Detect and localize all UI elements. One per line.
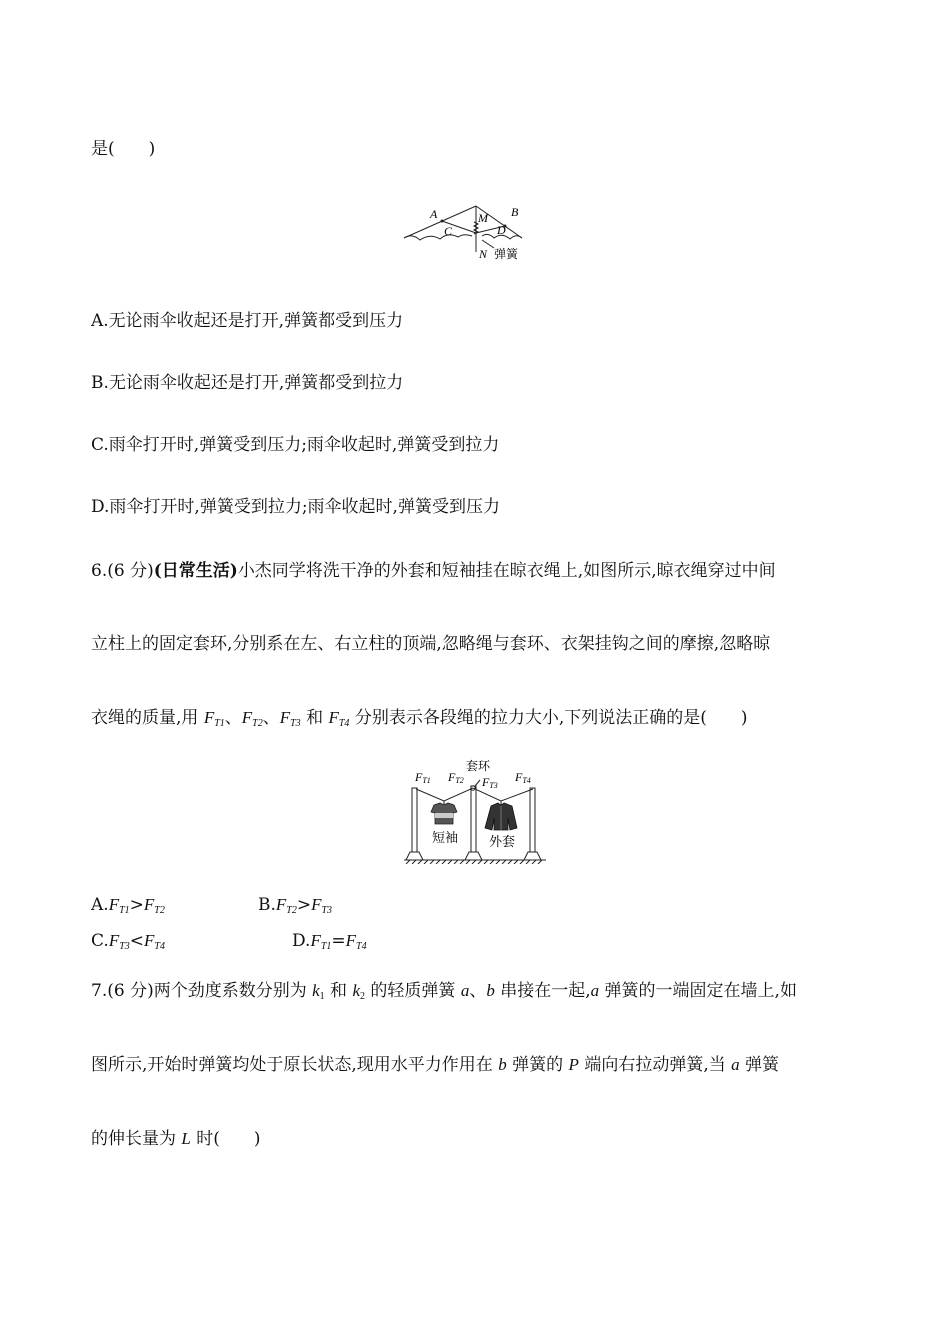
q6-text-3c: 、 [262,708,280,728]
q6-text-3a: 衣绳的质量,用 [91,708,204,728]
sub-T2: T2 [252,718,263,729]
label-D: D [497,223,506,237]
label-B: B [511,205,519,219]
q7-line-2: 图所示,开始时弹簧均处于原长状态,现用水平力作用在 b 弹簧的 P 端向右拉动弹簧,当 a 弹簧 [91,1055,780,1075]
q6-text-3b: 、 [224,708,242,728]
q6-text-1: 小杰同学将洗干净的外套和短袖挂在晾衣绳上,如图所示,晾衣绳穿过中间 [237,561,776,581]
label-N: N [479,247,488,261]
q6-option-b: $B.F_{T2}>F_{T3}$ [258,895,333,916]
label-M: M [478,211,488,225]
umbrella-figure [402,200,526,266]
jacket-label: 外套 [489,835,516,850]
q6-option-c: $C.F_{T3}<F_{T4}$ [91,931,165,952]
fig2-F-T2: FT2 [448,770,464,785]
q6-line-2: 立柱上的固定套环,分别系在左、右立柱的顶端,忽略绳与套环、衣架挂钩之间的摩擦,忽略晾 [91,634,771,654]
q5-option-d: D.雨伞打开时,弹簧受到拉力;雨伞收起时,弹簧受到压力 [91,497,500,517]
q5-option-b: B.无论雨伞收起还是打开,弹簧都受到拉力 [91,373,404,393]
q6-text-3d: 和 [300,708,329,728]
fig2-F-T3: FT3 [482,775,498,790]
clothesline-figure [402,758,548,864]
sub-T3: T3 [290,718,301,729]
var-F: F [203,708,215,727]
q6-text-3e: 分别表示各段绳的拉力大小,下列说法正确的是( ) [349,708,748,728]
var-F: F [328,708,339,727]
ring-label: 套环 [466,759,491,773]
q5-question-tail: 是( ) [91,139,156,159]
q6-line-1 [91,560,776,582]
q6-option-d: $D.F_{T1}=F_{T4}$ [292,931,367,952]
label-spring: 弹簧 [494,247,519,261]
q5-option-c: C.雨伞打开时,弹簧受到压力;雨伞收起时,弹簧受到拉力 [91,435,500,455]
q6-tag: (日常生活) [153,561,238,581]
q6-line-3 [91,707,748,735]
fig2-F-T1: FT1 [415,770,431,785]
sub-T4: T4 [338,718,350,729]
q7-line-3: 的伸长量为 L 时( ) [91,1129,261,1149]
var-F: F [241,708,253,727]
q5-option-a: A.无论雨伞收起还是打开,弹簧都受到压力 [91,311,404,331]
q6-number: 6.(6 分) [91,561,154,581]
short-sleeve-label: 短袖 [432,831,459,846]
label-A: A [430,207,438,221]
fig2-F-T4: FT4 [515,770,531,785]
var-F: F [279,708,291,727]
q7-line-1: 7.(6 分)两个劲度系数分别为 $k_1$ 和 $k_2$ 的轻质弹簧 a、b 串接在一起,a 弹簧的一端固定在墙上,如 [91,981,797,1002]
sub-T1: T1 [214,718,225,729]
q6-option-a: $A.F_{T1}>F_{T2}$ [91,895,165,916]
label-C: C [444,224,453,238]
